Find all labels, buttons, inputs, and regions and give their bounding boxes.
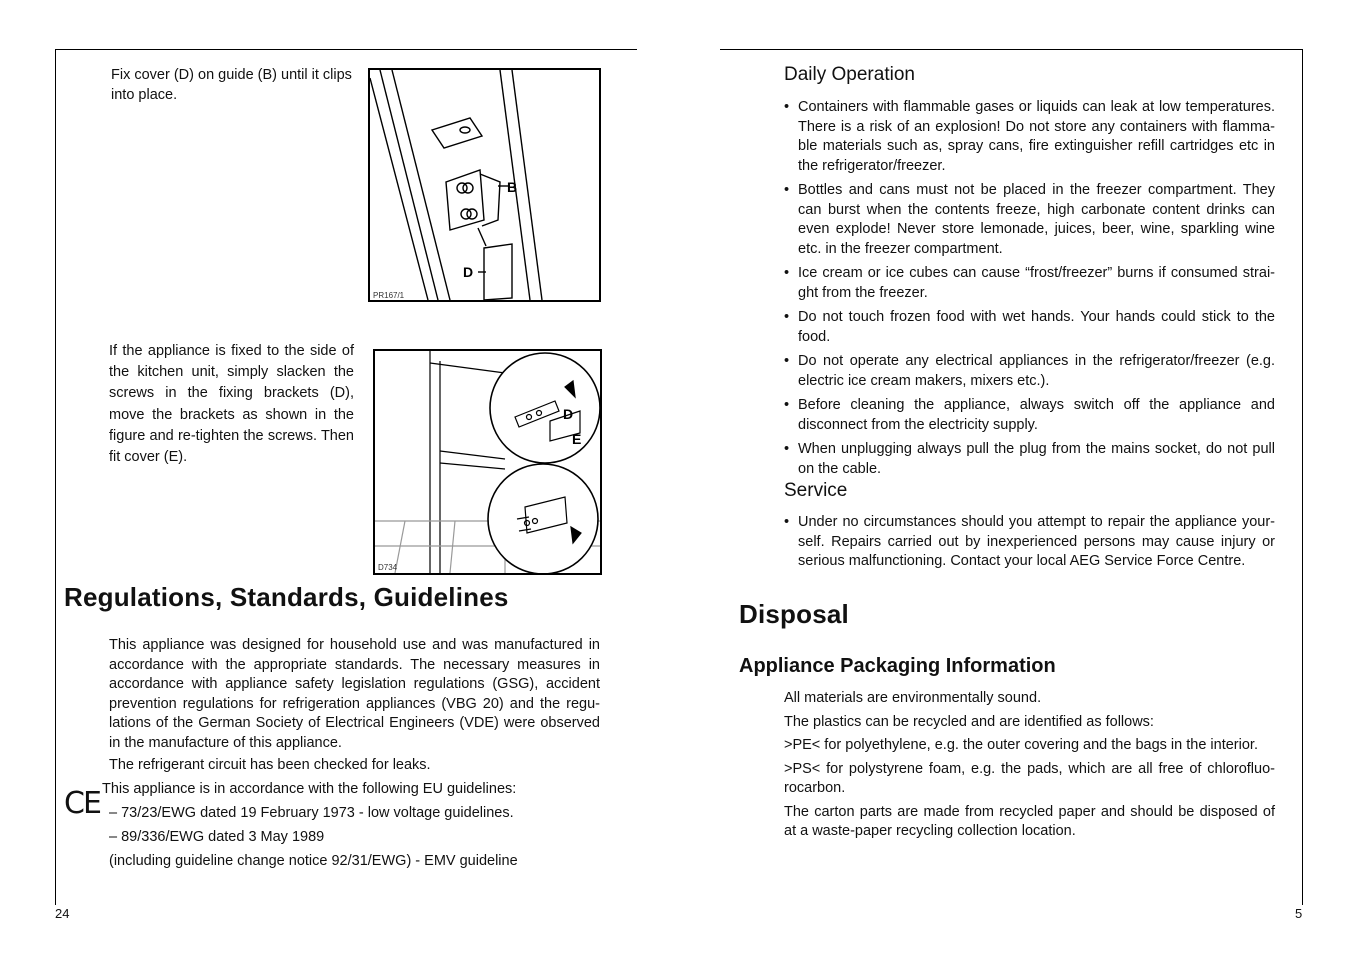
list-item: • Containers with flammable gases or liquids can leak at low temperatures. There is a risk of an explosion! Do not store any containers with flamma-ble materials such as, spray cans, fire extinguisher refill cartridges etc in the refrigerator/freezer.	[784, 98, 1275, 176]
regulations-paragraph-2: The refrigerant circuit has been checked for leaks.	[109, 757, 431, 773]
packaging-paragraph: >PE< for polyethylene, e.g. the outer covering and the bags in the interior.	[784, 737, 1258, 753]
regulations-line-2: – 89/336/EWG dated 3 May 1989	[109, 829, 325, 845]
list-item: • Under no circumstances should you attempt to repair the appliance your-self. Repairs carried out by inexperienced persons may cause injury or serious malfunctioning. Contact your local AEG Service Force Centre.	[784, 513, 1275, 572]
figure1-caption: Fix cover (D) on guide (B) until it clips into place.	[111, 67, 352, 103]
daily-operation-list	[784, 98, 1275, 479]
figure2-label-e: E	[572, 431, 582, 447]
figure1-label-b: B	[507, 179, 518, 195]
service-heading: Service	[784, 480, 848, 501]
left-page-left-rule	[55, 49, 56, 905]
list-item: • Do not touch frozen food with wet hands. Your hands could stick to the food.	[784, 308, 1275, 347]
figure1-code: PR167/1	[373, 291, 405, 300]
regulations-line-3: (including guideline change notice 92/31/EWG) - EMV guideline	[109, 853, 518, 869]
figure-cover-guide	[368, 68, 601, 302]
packaging-paragraph: >PS< for polystyrene foam, e.g. the pads, which are all free of chlorofluo-rocarbon.	[784, 760, 1275, 796]
regulations-paragraph-1: This appliance was designed for household use and was manufactured in accordance with the appropriate standards. The necessary measures in accordance with appliance safety legislation regulations (GSG), accident prevention regulations for refrigeration appliances (VBG 20) and the regu-lations of the German Society of Electrical Engineers (VDE) were observed in the manufacture of this appliance.	[109, 637, 600, 751]
disposal-heading: Disposal	[739, 599, 849, 629]
regulations-heading: Regulations, Standards, Guidelines	[64, 582, 509, 612]
regulations-paragraph-3: This appliance is in accordance with the following EU guidelines:	[102, 781, 517, 797]
list-item: • Do not operate any electrical appliances in the refrigerator/freezer (e.g. electric ice cream makers, mixers etc.).	[784, 352, 1275, 391]
right-page-number: 5	[1295, 906, 1303, 921]
figure-fixing-brackets	[373, 349, 602, 575]
figure2-code: D734	[378, 563, 398, 572]
left-page-number: 24	[55, 906, 70, 921]
ce-mark: CE	[64, 786, 100, 821]
daily-operation-heading: Daily Operation	[784, 64, 915, 85]
service-list	[784, 513, 1275, 572]
left-page-top-rule	[55, 49, 637, 50]
figure2-label-d: D	[563, 406, 574, 422]
list-item: • When unplugging always pull the plug from the mains socket, do not pull on the cable.	[784, 440, 1275, 479]
packaging-subheading: Appliance Packaging Information	[739, 655, 1056, 677]
right-page-top-rule	[720, 49, 1303, 50]
list-item: • Bottles and cans must not be placed in the freezer compartment. They can burst when the contents freeze, high carbonate content drinks can even explode! Never store lemonade, juices, beer, wine, sparkling wine etc. in the freezer compartment.	[784, 181, 1275, 259]
packaging-paragraph: The carton parts are made from recycled paper and should be disposed of at a waste-paper recycling collection location.	[784, 803, 1275, 839]
right-page-right-rule	[1302, 49, 1303, 905]
list-item: • Before cleaning the appliance, always switch off the appliance and disconnect from the electricity supply.	[784, 396, 1275, 435]
figure2-caption: If the appliance is fixed to the side of the kitchen unit, simply slacken the screws in the fixing brackets (D), move the brackets as shown in the figure and re-tighten the screws. Then fit cover (E).	[109, 343, 354, 466]
packaging-paragraph: The plastics can be recycled and are identified as follows:	[784, 713, 1154, 730]
packaging-paragraph: All materials are environmentally sound.	[784, 690, 1042, 706]
figure1-label-d: D	[463, 264, 474, 280]
regulations-line-1: – 73/23/EWG dated 19 February 1973 - low voltage guidelines.	[109, 805, 514, 821]
packaging-text	[784, 689, 1275, 846]
list-item: • Ice cream or ice cubes can cause “frost/freezer” burns if consumed strai-ght from the freezer.	[784, 264, 1275, 303]
